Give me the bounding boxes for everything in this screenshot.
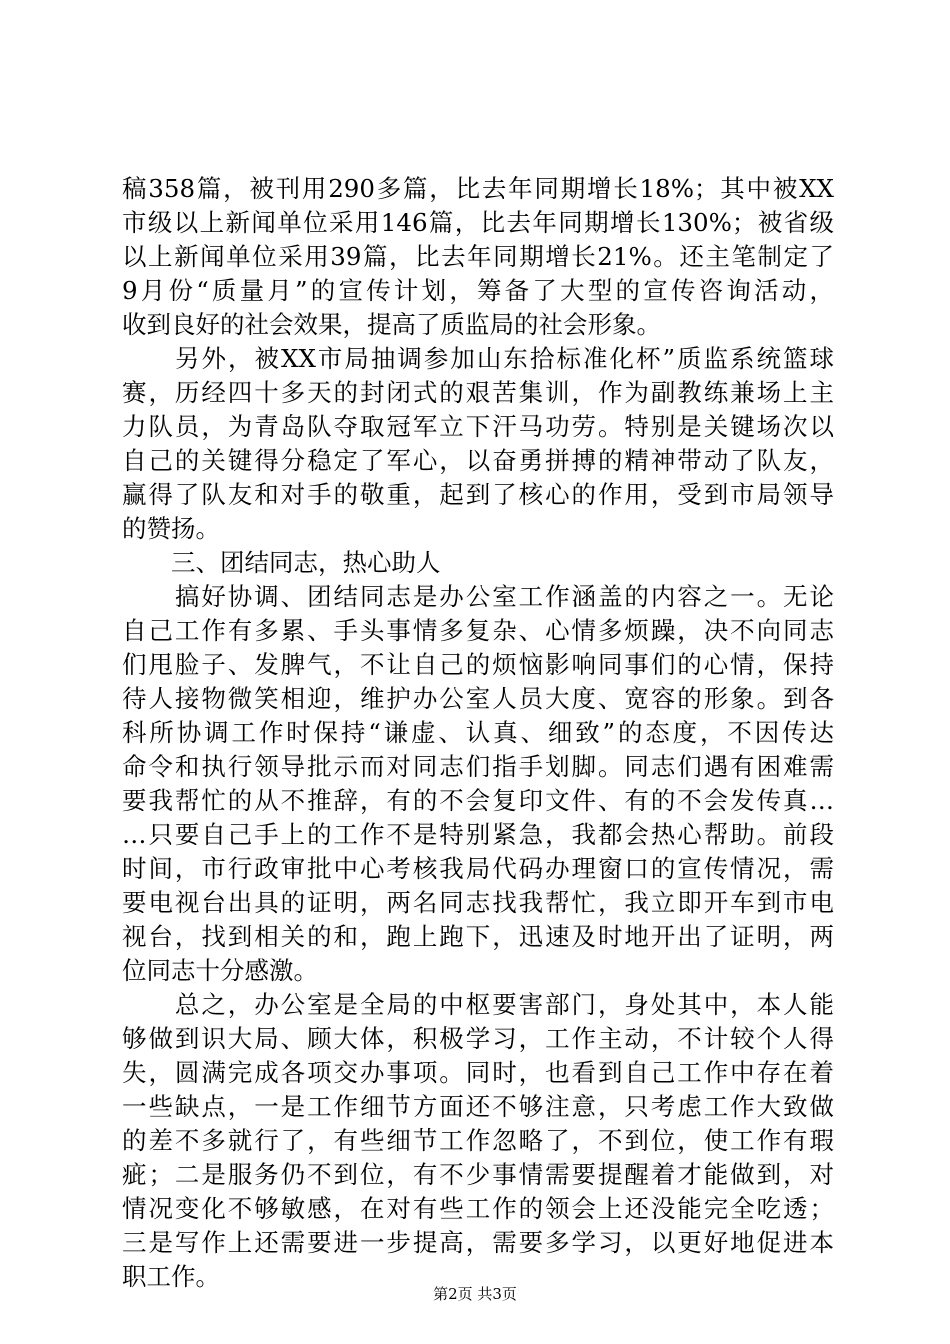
text-line: 待人接物微笑相迎，维护办公室人员大度、宽容的形象。到各	[122, 684, 834, 713]
text-line: 力队员，为青岛队夺取冠军立下汗马功劳。特别是关键场次以	[122, 412, 834, 441]
text-line: 自己的关键得分稳定了军心，以奋勇拼搏的精神带动了队友，	[122, 446, 834, 475]
text-line: 赛，历经四十多天的封闭式的艰苦集训，作为副教练兼场上主	[122, 378, 834, 407]
text-line: 情况变化不够敏感，在对有些工作的领会上还没能完全吃透；	[122, 1194, 834, 1223]
text-line: 命令和执行领导批示而对同志们指手划脚。同志们遇有困难需	[122, 752, 834, 781]
text-line: 视台，找到相关的和，跑上跑下，迅速及时地开出了证明，两	[122, 922, 834, 951]
page-footer	[0, 1284, 950, 1304]
text-line: 搞好协调、团结同志是办公室工作涵盖的内容之一。无论	[122, 582, 834, 611]
text-line: 总之，办公室是全局的中枢要害部门，身处其中，本人能	[122, 990, 834, 1019]
text-line: 一些缺点，一是工作细节方面还不够注意，只考虑工作大致做	[122, 1092, 834, 1121]
text-line: 另外，被XX市局抽调参加山东拾标准化杯”质监系统篮球	[122, 344, 834, 373]
text-line: 的赞扬。	[122, 514, 220, 543]
text-line: 市级以上新闻单位采用146篇，比去年同期增长130%；被省级	[122, 208, 834, 237]
text-line: 们甩脸子、发脾气，不让自己的烦恼影响同事们的心情，保持	[122, 650, 834, 679]
text-line: 时间，市行政审批中心考核我局代码办理窗口的宣传情况，需	[122, 854, 834, 883]
text-line: 的差不多就行了，有些细节工作忽略了，不到位，使工作有瑕	[122, 1126, 834, 1155]
text-line: 要我帮忙的从不推辞，有的不会复印文件、有的不会发传真…	[122, 786, 834, 815]
text-line: 赢得了队友和对手的敬重，起到了核心的作用，受到市局领导	[122, 480, 834, 509]
text-line: 科所协调工作时保持“谦虚、认真、细致”的态度，不因传达	[122, 718, 834, 747]
text-line: 收到良好的社会效果，提高了质监局的社会形象。	[122, 310, 661, 339]
text-line: 职工作。	[122, 1262, 220, 1291]
text-line: 稿358篇，被刊用290多篇，比去年同期增长18%；其中被XX	[122, 174, 834, 203]
document-body	[122, 172, 834, 1294]
text-line: 9月份“质量月”的宣传计划，筹备了大型的宣传咨询活动，	[122, 276, 834, 305]
text-line: …只要自己手上的工作不是特别紧急，我都会热心帮助。前段	[122, 820, 834, 849]
text-line: 位同志十分感激。	[122, 956, 318, 985]
text-line: 要电视台出具的证明，两名同志找我帮忙，我立即开车到市电	[122, 888, 834, 917]
text-line: 失，圆满完成各项交办事项。同时，也看到自己工作中存在着	[122, 1058, 834, 1087]
text-line: 够做到识大局、顾大体，积极学习，工作主动，不计较个人得	[122, 1024, 834, 1053]
text-line: 三是写作上还需要进一步提高，需要多学习，以更好地促进本	[122, 1228, 834, 1257]
text-line: 自己工作有多累、手头事情多复杂、心情多烦躁，决不向同志	[122, 616, 834, 645]
text-line: 以上新闻单位采用39篇，比去年同期增长21%。还主笔制定了	[122, 242, 834, 271]
page-number-label: 第2页 共3页	[433, 1285, 517, 1303]
text-line: 三、团结同志，热心助人	[122, 548, 441, 577]
text-line: 疵；二是服务仍不到位，有不少事情需要提醒着才能做到，对	[122, 1160, 834, 1189]
